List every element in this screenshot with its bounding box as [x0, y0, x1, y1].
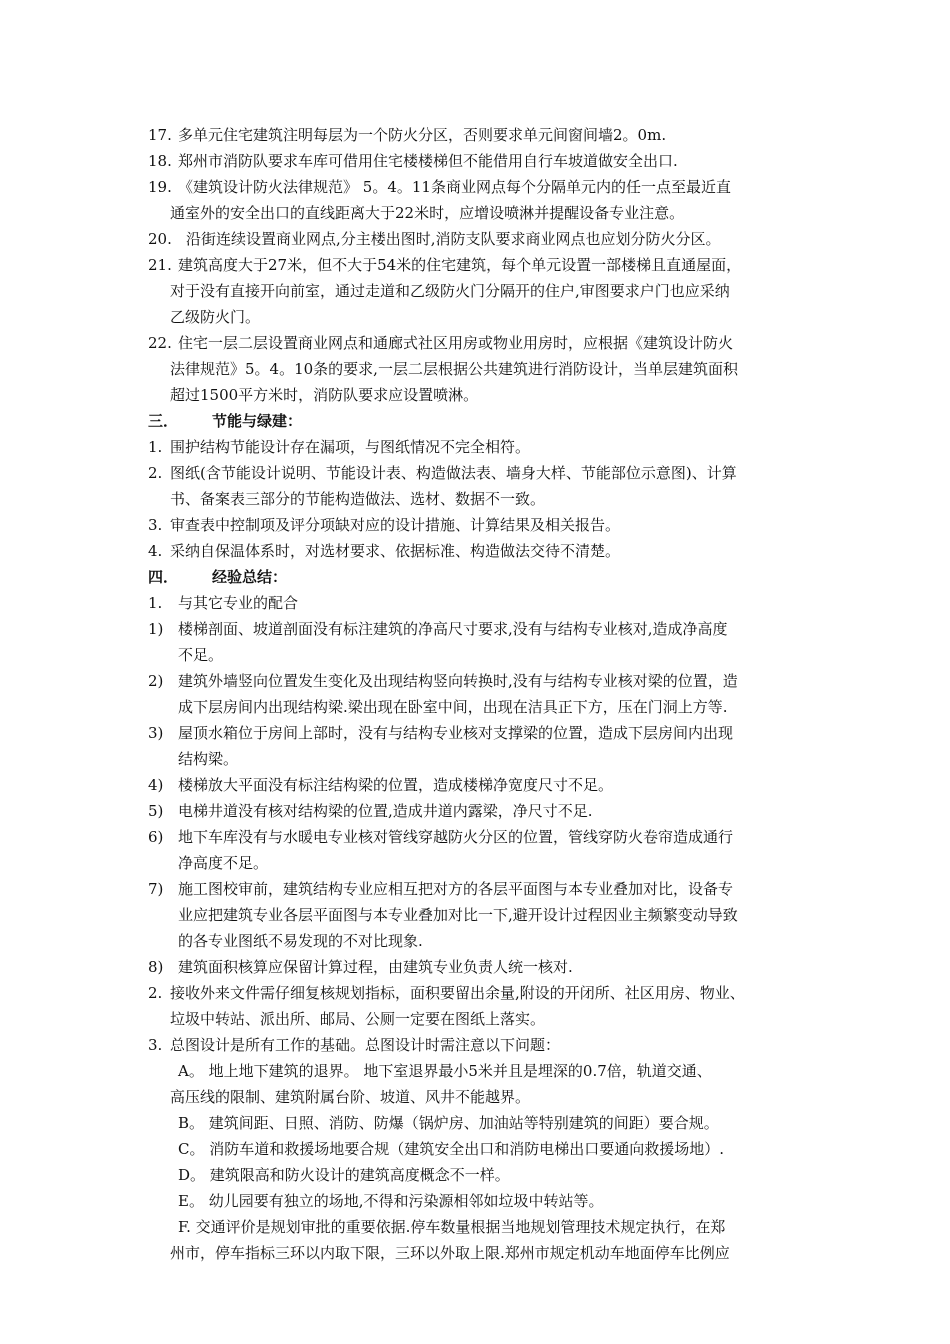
item-text: B。 建筑间距、日照、消防、防爆（锅炉房、加油站等特别建筑的间距）要合规。: [178, 1114, 719, 1132]
list-item-2: [0, 980, 950, 1006]
item-number: 22.: [148, 334, 172, 352]
item-text: 接收外来文件需仔细复核规划指标，面积要留出余量,附设的开闭所、社区用房、物业、: [170, 984, 745, 1002]
sub-item-3: [0, 720, 950, 746]
item-text: 楼梯放大平面没有标注结构梁的位置，造成楼梯净宽度尺寸不足。: [178, 776, 614, 794]
sub-item-2: [0, 668, 950, 694]
list-item-continuation: [0, 200, 950, 226]
section-number: 四．: [148, 568, 179, 586]
list-item-22: [0, 330, 950, 356]
list-item-continuation: [0, 1006, 950, 1032]
list-item-continuation: [0, 304, 950, 330]
list-item-continuation: [0, 902, 950, 928]
item-text: 审查表中控制项及评分项缺对应的设计措施、计算结果及相关报告。: [170, 516, 621, 534]
item-text: E。 幼儿园要有独立的场地,不得和污染源相邻如垃圾中转站等。: [178, 1192, 604, 1210]
item-text: 屋顶水箱位于房间上部时，没有与结构专业核对支撑梁的位置，造成下层房间内出现: [178, 724, 734, 742]
item-text: 建筑高度大于27米，但不大于54米的住宅建筑，每个单元设置一部楼梯且直通屋面，: [178, 256, 742, 274]
item-text: 法律规范》5。4。10条的要求,一层二层根据公共建筑进行消防设计，当单层建筑面积: [170, 360, 738, 378]
item-number: 1): [148, 620, 164, 638]
sub-item-E: [0, 1188, 950, 1214]
item-text: 沿街连续设置商业网点,分主楼出图时,消防支队要求商业网点也应划分防火分区。: [186, 230, 721, 248]
item-number: 18.: [148, 152, 172, 170]
sub-item-F: [0, 1214, 950, 1240]
item-text: 垃圾中转站、派出所、邮局、公厕一定要在图纸上落实。: [170, 1010, 546, 1028]
list-item-continuation: [0, 1084, 950, 1110]
item-text: 施工图校审前，建筑结构专业应相互把对方的各层平面图与本专业叠加对比，设备专: [178, 880, 734, 898]
list-item-continuation: [0, 486, 950, 512]
item-text: 的各专业图纸不易发现的不对比现象.: [178, 932, 423, 950]
item-text: 高压线的限制、建筑附属台阶、坡道、风井不能越界。: [170, 1088, 531, 1106]
list-item-continuation: [0, 850, 950, 876]
item-number: 2): [148, 672, 164, 690]
list-item-continuation: [0, 356, 950, 382]
item-number: 2.: [148, 464, 163, 482]
item-text: 采纳自保温体系时，对选材要求、依据标准、构造做法交待不清楚。: [170, 542, 621, 560]
item-number: 1.: [148, 594, 163, 612]
item-text: 多单元住宅建筑注明每层为一个防火分区，否则要求单元间窗间墙2。0m.: [178, 126, 667, 144]
list-item-17: [0, 122, 950, 148]
item-text: 通室外的安全出口的直线距离大于22米时，应增设喷淋并提醒设备专业注意。: [170, 204, 685, 222]
item-text: 与其它专业的配合: [178, 594, 299, 612]
item-text: 建筑外墙竖向位置发生变化及出现结构竖向转换时,没有与结构专业核对梁的位置，造: [178, 672, 738, 690]
item-number: 4): [148, 776, 164, 794]
sub-item-D: [0, 1162, 950, 1188]
item-text: 乙级防火门。: [170, 308, 261, 326]
list-item-continuation: [0, 694, 950, 720]
section-heading-3: [0, 408, 950, 434]
item-number: 1.: [148, 438, 163, 456]
list-item-3: [0, 1032, 950, 1058]
list-item-20: [0, 226, 950, 252]
item-text: 电梯井道没有核对结构梁的位置,造成井道内露梁，净尺寸不足.: [178, 802, 593, 820]
item-text: 郑州市消防队要求车库可借用住宅楼楼梯但不能借用自行车坡道做安全出口.: [178, 152, 678, 170]
list-item-21: [0, 252, 950, 278]
item-text: 住宅一层二层设置商业网点和通廊式社区用房或物业用房时，应根据《建筑设计防火: [178, 334, 734, 352]
list-item-1: [0, 434, 950, 460]
section-title: 经验总结：: [212, 568, 288, 586]
item-number: 2.: [148, 984, 163, 1002]
section-title: 节能与绿建：: [212, 412, 303, 430]
item-number: 5): [148, 802, 164, 820]
item-text: D。 建筑限高和防火设计的建筑高度概念不一样。: [178, 1166, 510, 1184]
item-number: 6): [148, 828, 164, 846]
item-text: 不足。: [178, 646, 224, 664]
list-item-continuation: [0, 1240, 950, 1266]
item-text: 地下车库没有与水暖电专业核对管线穿越防火分区的位置，管线穿防火卷帘造成通行: [178, 828, 734, 846]
sub-item-6: [0, 824, 950, 850]
item-number: 8): [148, 958, 164, 976]
item-text: F. 交通评价是规划审批的重要依据.停车数量根据当地规划管理技术规定执行，在郑: [178, 1218, 726, 1236]
item-text: 州市，停车指标三环以内取下限，三环以外取上限.郑州市规定机动车地面停车比例应: [170, 1244, 730, 1262]
item-text: 净高度不足。: [178, 854, 269, 872]
section-number: 三．: [148, 412, 179, 430]
sub-item-B: [0, 1110, 950, 1136]
item-text: 结构梁。: [178, 750, 239, 768]
item-number: 17.: [148, 126, 172, 144]
list-item-4: [0, 538, 950, 564]
item-number: 7): [148, 880, 164, 898]
list-item-continuation: [0, 928, 950, 954]
list-item-18: [0, 148, 950, 174]
item-text: 业应把建筑专业各层平面图与本专业叠加对比一下,避开设计过程因业主频繁变动导致: [178, 906, 738, 924]
item-text: 建筑面积核算应保留计算过程，由建筑专业负责人统一核对.: [178, 958, 573, 976]
item-text: C。 消防车道和救援场地要合规（建筑安全出口和消防电梯出口要通向救援场地）.: [178, 1140, 725, 1158]
sub-item-1: [0, 616, 950, 642]
list-item-1: [0, 590, 950, 616]
item-number: 4.: [148, 542, 163, 560]
item-text: 成下层房间内出现结构梁.梁出现在卧室中间，出现在洁具正下方，压在门洞上方等.: [178, 698, 728, 716]
item-text: 对于没有直接开向前室，通过走道和乙级防火门分隔开的住户,审图要求户门也应采纳: [170, 282, 730, 300]
list-item-continuation: [0, 642, 950, 668]
section-heading-4: [0, 564, 950, 590]
item-text: 超过1500平方米时，消防队要求应设置喷淋。: [170, 386, 479, 404]
list-item-continuation: [0, 746, 950, 772]
sub-item-C: [0, 1136, 950, 1162]
list-item-continuation: [0, 382, 950, 408]
item-number: 3): [148, 724, 164, 742]
item-text: 楼梯剖面、坡道剖面没有标注建筑的净高尺寸要求,没有与结构专业核对,造成净高度: [178, 620, 728, 638]
list-item-19: [0, 174, 950, 200]
list-item-continuation: [0, 278, 950, 304]
item-text: 围护结构节能设计存在漏项，与图纸情况不完全相符。: [170, 438, 531, 456]
list-item-2: [0, 460, 950, 486]
sub-item-A: [0, 1058, 950, 1084]
item-text: 总图设计是所有工作的基础。总图设计时需注意以下问题：: [170, 1036, 561, 1054]
sub-item-4: [0, 772, 950, 798]
item-text: A。 地上地下建筑的退界。 地下室退界最小5米并且是埋深的0.7倍，轨道交通、: [178, 1062, 712, 1080]
item-text: 书、备案表三部分的节能构造做法、选材、数据不一致。: [170, 490, 546, 508]
item-number: 21.: [148, 256, 172, 274]
item-text: 图纸(含节能设计说明、节能设计表、构造做法表、墙身大样、节能部位示意图)、计算: [170, 464, 737, 482]
item-number: 3.: [148, 516, 163, 534]
item-number: 19.: [148, 178, 172, 196]
list-item-3: [0, 512, 950, 538]
item-number: 20.: [148, 230, 172, 248]
item-number: 3.: [148, 1036, 163, 1054]
sub-item-8: [0, 954, 950, 980]
sub-item-7: [0, 876, 950, 902]
sub-item-5: [0, 798, 950, 824]
item-text: 《建筑设计防火法律规范》 5。4。11条商业网点每个分隔单元内的任一点至最近直: [178, 178, 731, 196]
